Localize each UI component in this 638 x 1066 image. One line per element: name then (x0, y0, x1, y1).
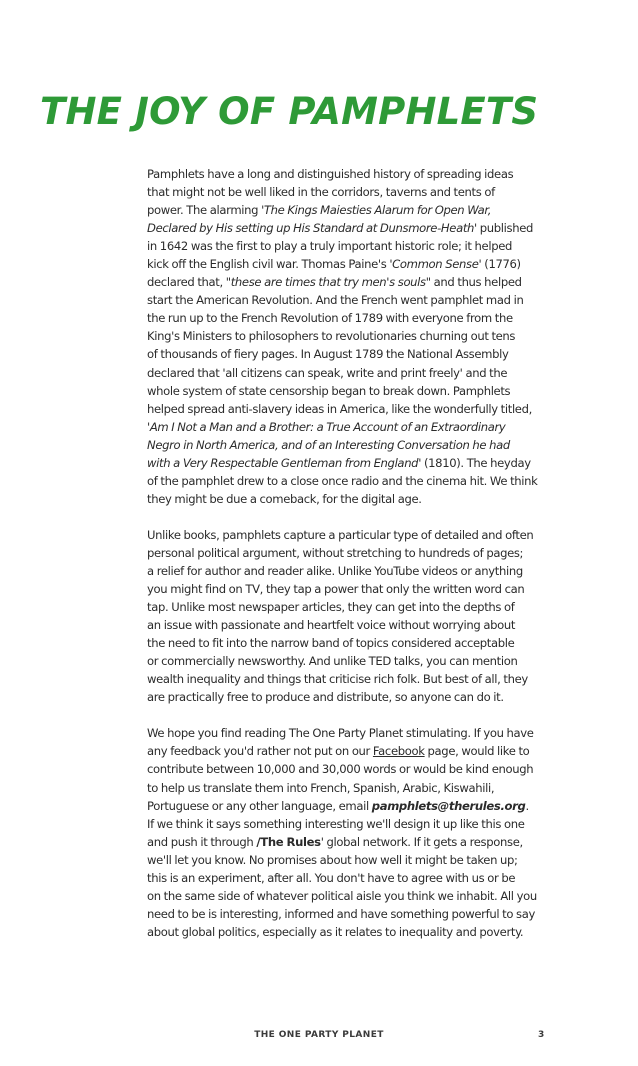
text-line: power. The alarming 'The Kings Maiesties Alarum for Open War, (147, 203, 492, 218)
page-number: 3 (538, 1030, 545, 1040)
text-line: Portuguese or any other language, email pamphlets@therules.org. (147, 798, 529, 813)
text-line (147, 436, 557, 454)
the-rules-name: /The Rules (256, 834, 321, 849)
paragraph-why-pamphlets (147, 526, 557, 706)
text-line: about global politics, especially as it relates to inequality and poverty. (147, 924, 524, 939)
text-line: If we think it says something interesting we'll design it up like this one (147, 816, 525, 831)
text-line (147, 418, 557, 436)
facebook-link[interactable]: Facebook (372, 744, 425, 759)
text-line: they might be due a comeback, for the digital age. (147, 491, 422, 506)
text-line: a relief for author and reader alike. Unlike YouTube videos or anything (147, 563, 523, 578)
text-line: we'll let you know. No promises about how well it might be taken up; (147, 852, 518, 867)
email-link[interactable]: pamphlets@therules.org (371, 798, 526, 813)
pamphlet-title-italic: with a Very Respectable Gentleman from England (147, 455, 419, 470)
text-line: of thousands of fiery pages. In August 1789 the National Assembly (147, 347, 509, 362)
text-line: King's Ministers to philosophers to revolutionaries churning out tens (147, 329, 516, 344)
text-line: start the American Revolution. And the French went pamphlet mad in (147, 293, 524, 308)
text-line: you might find on TV, they tap a power that only the written word can (147, 582, 525, 597)
text-line: the run up to the French Revolution of 1789 with everyone from the (147, 311, 513, 326)
text-line: whole system of state censorship began to break down. Pamphlets (147, 383, 511, 398)
text-line: an issue with passionate and heartfelt voice without worrying about (147, 618, 516, 633)
text-line: of the pamphlet drew to a close once radio and the cinema hit. We think (147, 473, 538, 488)
text-line: Declared by His setting up His Standard at Dunsmore-Heath' published (147, 221, 534, 236)
pamphlet-title-italic: Negro in North America, and of an Interesting Conversation he had (147, 437, 510, 452)
pamphlet-title-italic: 'Common Sense' (389, 257, 482, 272)
text-line: to help us translate them into French, Spanish, Arabic, Kiswahili, (147, 780, 495, 795)
text-line: We hope you find reading The One Party Planet stimulating. If you have (147, 726, 534, 741)
article-body (147, 165, 557, 959)
text-line: declared that 'all citizens can speak, write and print freely' and the (147, 365, 508, 380)
paragraph-contribute (147, 724, 557, 941)
pamphlet-title-italic: 'Am I Not a Man and a Brother: a True Account of an Extraordinary (147, 419, 506, 434)
text-line: helped spread anti-slavery ideas in America, like the wonderfully titled, (147, 401, 532, 416)
text-line: this is an experiment, after all. You don't have to agree with us or be (147, 870, 516, 885)
text-line: tap. Unlike most newspaper articles, they can get into the depths of (147, 600, 515, 615)
pamphlet-title-italic: Declared by His setting up His Standard at Dunsmore-Heath (147, 221, 475, 236)
text-line: need to be is interesting, informed and have something powerful to say (147, 906, 535, 921)
paragraph-history (147, 165, 557, 508)
quote-italic: "these are times that try men's souls" (225, 275, 431, 290)
text-line: Unlike books, pamphlets capture a particular type of detailed and often (147, 527, 534, 542)
text-line: declared that, "these are times that try men's souls" and thus helped (147, 275, 522, 290)
text-line: any feedback you'd rather not put on our Facebook page, would like to (147, 744, 530, 759)
text-line: on the same side of whatever political aisle you think we inhabit. All you (147, 888, 537, 903)
text-line: the need to fit into the narrow band of topics considered acceptable (147, 636, 515, 651)
text-line: and push it through /The Rules' global network. If it gets a response, (147, 834, 523, 849)
text-line: or commercially newsworthy. And unlike TED talks, you can mention (147, 654, 518, 669)
pamphlet-title-italic: 'The Kings Maiesties Alarum for Open War, (261, 203, 492, 218)
footer-publication-title: THE ONE PARTY PLANET (254, 1030, 384, 1040)
text-line: contribute between 10,000 and 30,000 words or would be kind enough (147, 762, 534, 777)
text-line: with a Very Respectable Gentleman from England' (1810). The heyday (147, 455, 531, 470)
text-line: personal political argument, without stretching to hundreds of pages; (147, 545, 524, 560)
text-line: that might not be well liked in the corridors, taverns and tents of (147, 185, 495, 200)
text-line: Pamphlets have a long and distinguished history of spreading ideas (147, 167, 514, 181)
page-title: THE JOY OF PAMPHLETS (40, 90, 539, 133)
text-line: in 1642 was the first to play a truly important historic role; it helped (147, 239, 512, 254)
text-line: kick off the English civil war. Thomas Paine's 'Common Sense' (1776) (147, 257, 521, 272)
text-line: are practically free to produce and distribute, so anyone can do it. (147, 690, 504, 705)
text-line: wealth inequality and things that criticise rich folk. But best of all, they (147, 672, 528, 687)
